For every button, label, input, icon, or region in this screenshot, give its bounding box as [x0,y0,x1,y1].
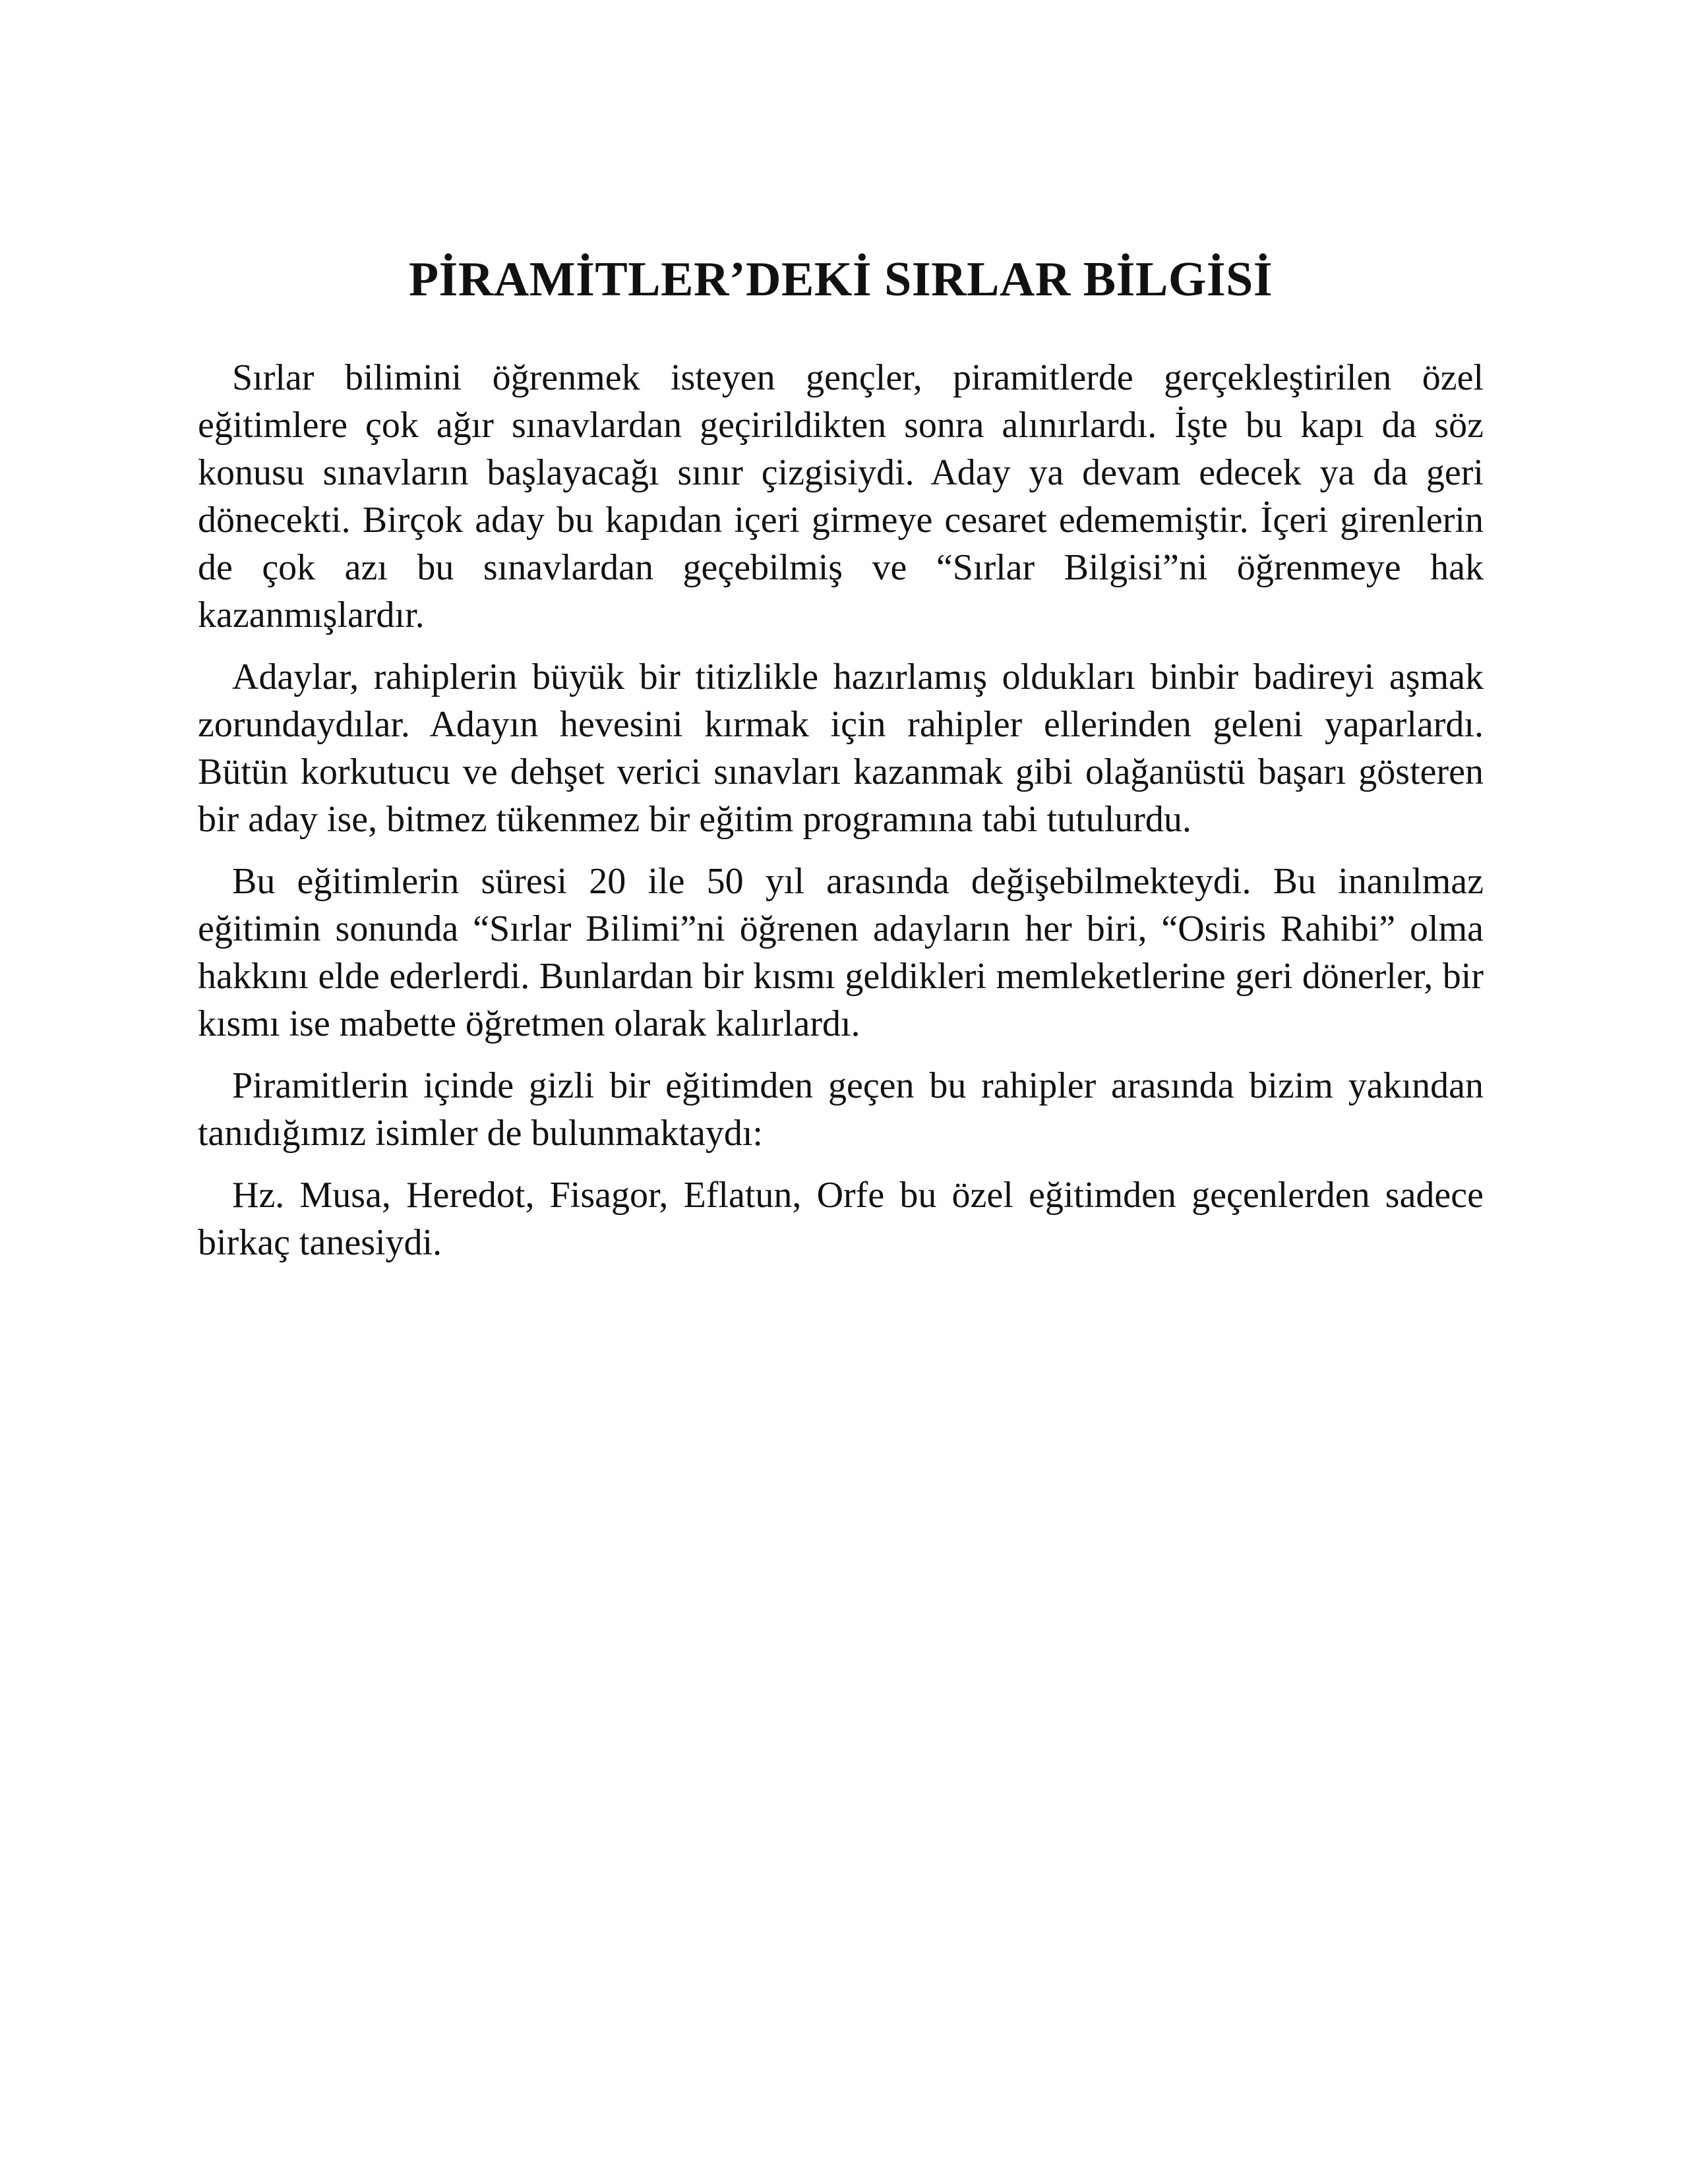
paragraph-1: Sırlar bilimini öğrenmek isteyen gençler, piramitlerde gerçekleştirilen özel eğitimlere çok ağır sınavlardan geçirildikten sonra alınırlardı. İşte bu kapı da söz konusu sınavların başlayacağı sınır çizgisiydi. Aday ya devam edecek ya da geri dönecekti. Birçok aday bu kapıdan içeri girmeye cesaret edememiştir. İçeri girenlerin de çok azı bu sınavlardan geçebilmiş ve “Sırlar Bilgisi”ni öğrenmeye hak kazanmışlardır. [198,357,1484,635]
paragraph-3: Bu eğitimlerin süresi 20 ile 50 yıl arasında değişebilmekteydi. Bu inanılmaz eğitimin sonunda “Sırlar Bilimi”ni öğrenen adayların her biri, “Osiris Rahibi” olma hakkını elde ederlerdi. Bunlardan bir kısmı geldikleri memleketlerine geri dönerler, bir kısmı ise mabette öğretmen olarak kalırlardı. [198,860,1484,1044]
paragraph-4: Piramitlerin içinde gizli bir eğitimden geçen bu rahipler arasında bizim yakından tanıdığımız isimler de bulunmaktaydı: [198,1065,1484,1154]
paragraph-5: Hz. Musa, Heredot, Fisagor, Eflatun, Orfe bu özel eğitimden geçenlerden sadece birkaç tanesiydi. [198,1174,1484,1263]
paragraph-2: Adaylar, rahiplerin büyük bir titizlikle hazırlamış oldukları binbir badireyi aşmak zorundaydılar. Adayın hevesini kırmak için rahipler ellerinden geleni yaparlardı. Bütün korkutucu ve dehşet verici sınavları kazanmak gibi olağanüstü başarı gösteren bir aday ise, bitmez tükenmez bir eğitim programına tabi tutulurdu. [198,656,1484,840]
document-page [198,251,1484,1281]
page-title: PİRAMİTLER’DEKİ SIRLAR BİLGİSİ [408,252,1273,307]
